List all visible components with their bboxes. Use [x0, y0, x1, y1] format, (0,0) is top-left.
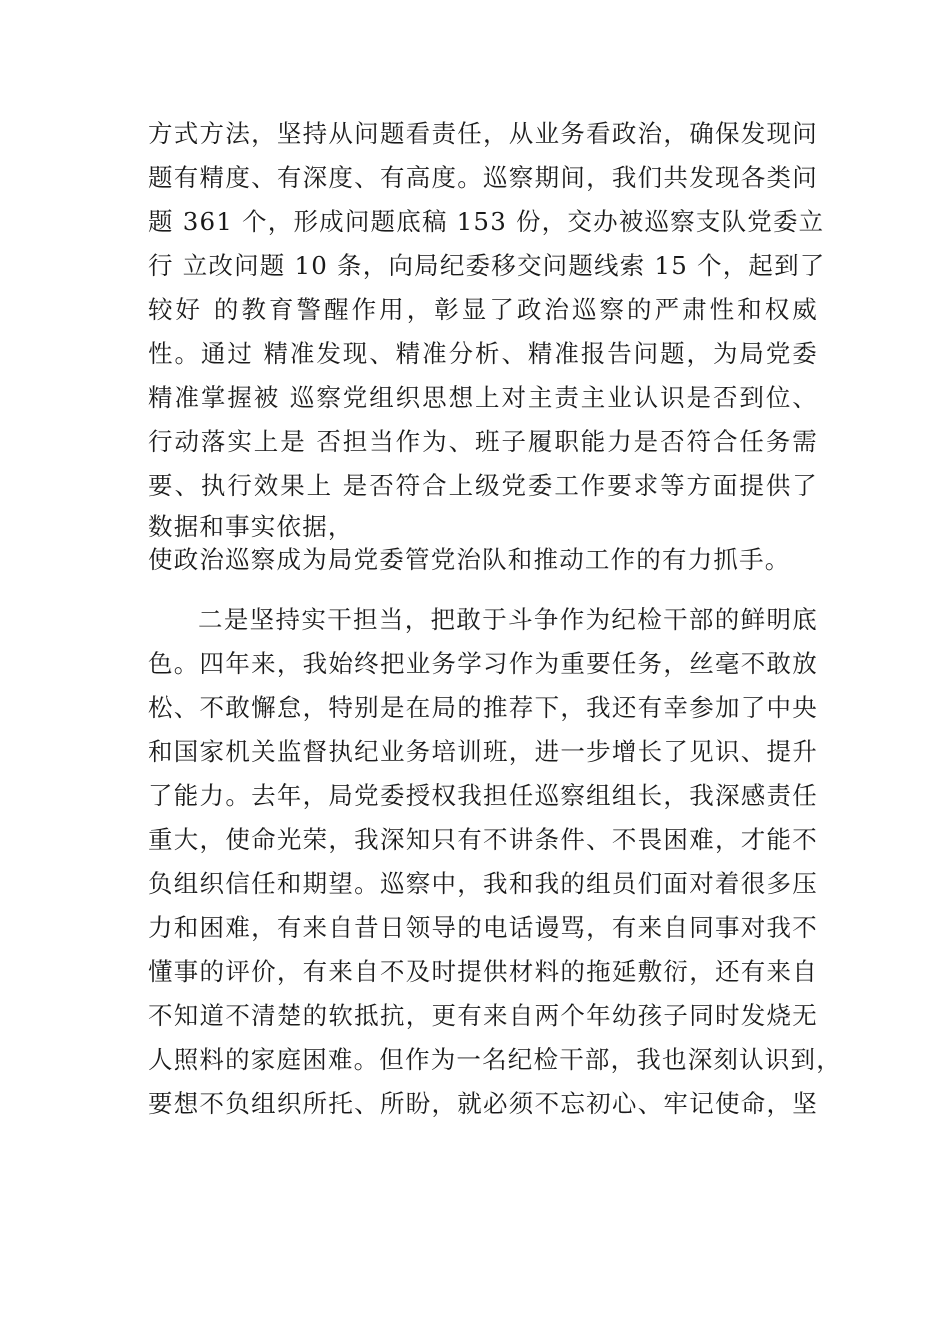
text-line: 松、不敢懈怠，特别是在局的推荐下，我还有幸参加了中央: [148, 693, 818, 722]
text-line: 行 立改问题 10 条，向局纪委移交问题线索 15 个，起到了: [148, 251, 826, 280]
text-line: 负组织信任和期望。巡察中，我和我的组员们面对着很多压: [148, 869, 818, 898]
text-line: 较好 的教育警醒作用，彰显了政治巡察的严肃性和权威: [148, 295, 818, 324]
text-line: 和国家机关监督执纪业务培训班，进一步增长了见识、提升: [148, 737, 818, 766]
text-line: 人照料的家庭困难。但作为一名纪检干部，我也深刻认识到，: [148, 1045, 842, 1074]
text-line: 要想不负组织所托、所盼，就必须不忘初心、牢记使命，坚: [148, 1089, 818, 1118]
text-line: 不知道不清楚的软抵抗，更有来自两个年幼孩子同时发烧无: [148, 1001, 818, 1030]
text-line: 题有精度、有深度、有高度。巡察期间，我们共发现各类问: [148, 163, 818, 192]
text-line: 行动落实上是 否担当作为、班子履职能力是否符合任务需: [148, 427, 818, 456]
text-line: 重大，使命光荣，我深知只有不讲条件、不畏困难，才能不: [148, 825, 818, 854]
paragraph-first-line: 二是坚持实干担当，把敢于斗争作为纪检干部的鲜明底: [198, 605, 818, 634]
text-line: 要、执行效果上 是否符合上级党委工作要求等方面提供了: [148, 471, 818, 500]
text-line: 方式方法，坚持从问题看责任，从业务看政治，确保发现问: [148, 119, 818, 148]
text-line: 懂事的评价，有来自不及时提供材料的拖延敷衍，还有来自: [148, 957, 818, 986]
text-line: 色。四年来，我始终把业务学习作为重要任务，丝毫不敢放: [148, 649, 818, 678]
text-line: 题 361 个，形成问题底稿 153 份，交办被巡察支队党委立: [148, 207, 825, 236]
text-line: 了能力。去年，局党委授权我担任巡察组组长，我深感责任: [148, 781, 818, 810]
text-line: 使政治巡察成为局党委管党治队和推动工作的有力抓手。: [148, 545, 791, 574]
text-line: 数据和事实依据，: [148, 512, 354, 541]
text-line: 精准掌握被 巡察党组织思想上对主责主业认识是否到位、: [148, 383, 818, 412]
text-line: 力和困难，有来自昔日领导的电话谩骂，有来自同事对我不: [148, 913, 818, 942]
text-line: 性。通过 精准发现、精准分析、精准报告问题，为局党委: [148, 339, 818, 368]
